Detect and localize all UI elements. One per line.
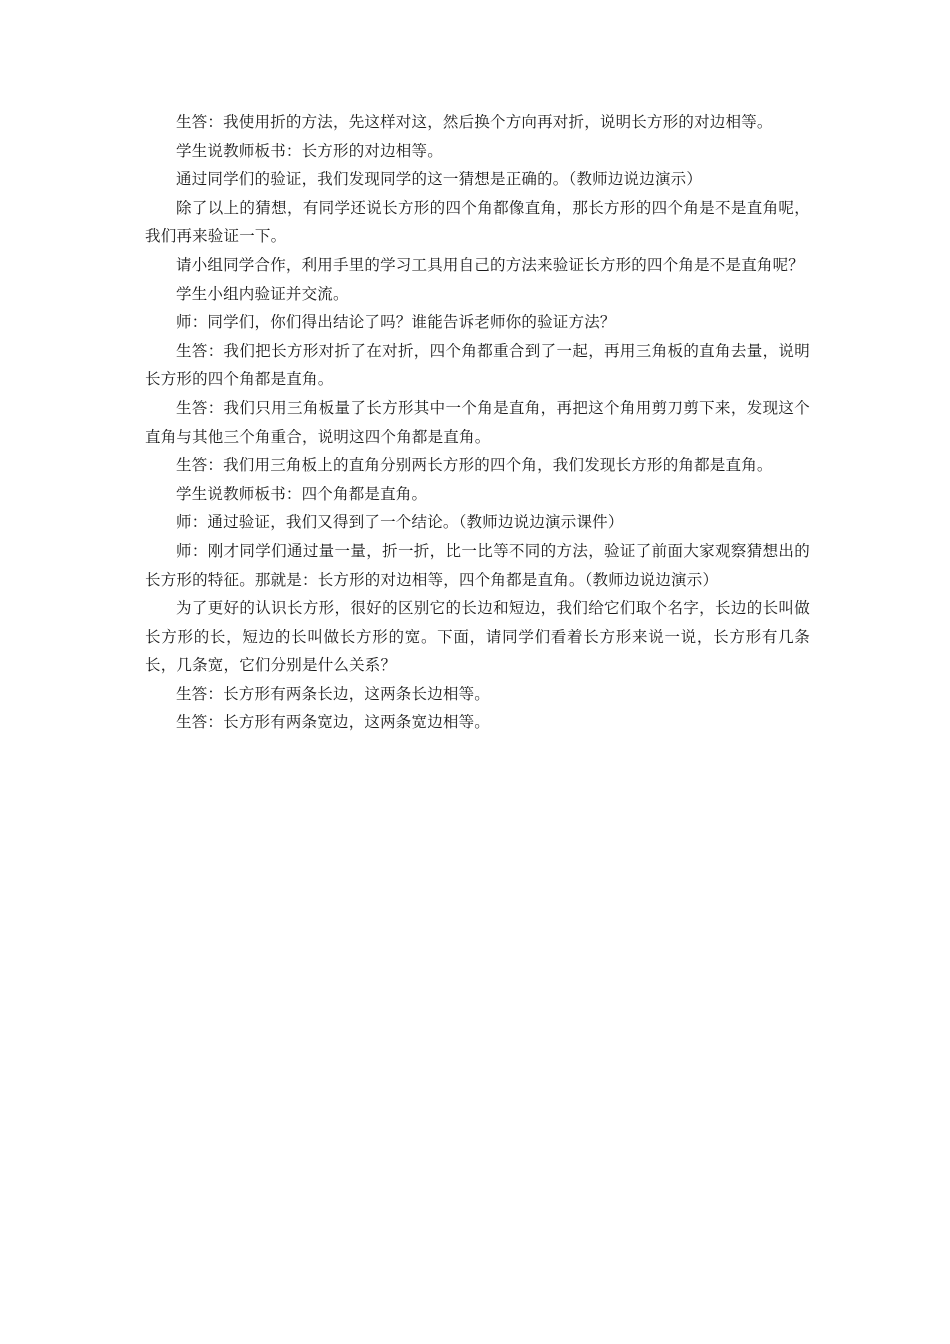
document-body (145, 108, 810, 737)
paragraph-9: 生答：我们只用三角板量了长方形其中一个角是直角，再把这个角用剪刀剪下来，发现这个直角与其他三个角重合，说明这四个角都是直角。 (145, 398, 810, 446)
paragraph-8: 生答：我们把长方形对折了在对折，四个角都重合到了一起，再用三角板的直角去量，说明长方形的四个角都是直角。 (145, 341, 810, 389)
paragraph-6: 学生小组内验证并交流。 (176, 284, 349, 303)
paragraph-7: 师：同学们，你们得出结论了吗？谁能告诉老师你的验证方法？ (176, 313, 616, 332)
paragraph-13: 师：刚才同学们通过量一量，折一折，比一比等不同的方法，验证了前面大家观察猜想出的长方形的特征。那就是：长方形的对边相等，四个角都是直角。（教师边说边演示） (145, 541, 810, 589)
paragraph-15: 生答：长方形有两条长边，这两条长边相等。 (176, 684, 491, 703)
paragraph-10: 生答：我们用三角板上的直角分别两长方形的四个角，我们发现长方形的角都是直角。 (176, 456, 773, 475)
paragraph-16: 生答：长方形有两条宽边，这两条宽边相等。 (176, 713, 491, 732)
paragraph-14: 为了更好的认识长方形，很好的区别它的长边和短边，我们给它们取个名字，长边的长叫做长方形的长，短边的长叫做长方形的宽。下面，请同学们看着长方形来说一说，长方形有几条长，几条宽，它们分别是什么关系？ (145, 599, 810, 675)
paragraph-12: 师：通过验证，我们又得到了一个结论。（教师边说边演示课件） (176, 513, 624, 532)
paragraph-1: 生答：我使用折的方法，先这样对这，然后换个方向再对折，说明长方形的对边相等。 (176, 113, 773, 131)
paragraph-2: 学生说教师板书：长方形的对边相等。 (176, 141, 443, 160)
paragraph-4: 除了以上的猜想，有同学还说长方形的四个角都像直角，那长方形的四个角是不是直角呢，我们再来验证一下。 (145, 198, 810, 246)
paragraph-5: 请小组同学合作，利用手里的学习工具用自己的方法来验证长方形的四个角是不是直角呢？ (176, 255, 805, 274)
paragraph-11: 学生说教师板书：四个角都是直角。 (176, 484, 428, 503)
paragraph-3: 通过同学们的验证，我们发现同学的这一猜想是正确的。（教师边说边演示） (176, 170, 703, 189)
